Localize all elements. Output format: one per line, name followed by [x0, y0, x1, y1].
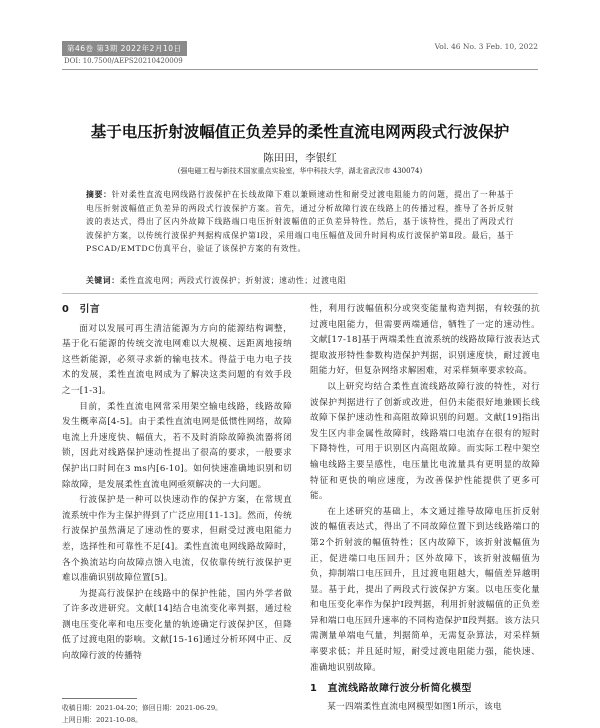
left-column	[62, 302, 292, 665]
paragraph: 某一四端柔性直流电网模型如图1所示，该电	[327, 701, 502, 712]
paragraph: 目前，柔性直流电网常采用架空输电线路，线路故障发生概率高[4-5]。由于柔性直流电网是低惯性网络，故障电流上升速度快、幅值大，若不及时消除故障换流器将闭锁，因此对线路保护速动性提出了很高的要求，一般要求保护出口时间在3 ms内[6-10]。如何快速准确地识别和切除故障，是发展柔性直流电网亟须解决的一大问题。	[62, 401, 292, 490]
abstract-text: 针对柔性直流电网线路行波保护在长线故障下难以兼顾速动性和耐受过渡电阻能力的问题，提出了一种基于电压折射波幅值正负差异的两段式行波保护方案。首先，通过分析故障行波在线路上的传播过程，推导了各折反射波的表达式，得出了区内外故障下线路端口电压折射波幅值的正负差异特性。然后，基于该特性，提出了两段式行波保护方案，以传统行波保护判据构成保护第Ⅰ段，采用端口电压幅值及回升时间构成行波保护第Ⅱ段。最后，基于PSCAD/EMTDC仿真平台，验证了该保护方案的有效性。	[86, 190, 514, 254]
paragraph: 在上述研究的基础上，本文通过推导故障电压折反射波的幅值表达式，得出了不同故障位置下到达线路端口的第2个折射波的幅值特性；区内故障下，该折射波幅值为正，促进端口电压回升；区外故障下，该折射波幅值为负，抑制端口电压回升，且过渡电阻越大，幅值差异越明显。基于此，提出了两段式行波保护方案。以电压变化量和电压变化率作为保护Ⅰ段判据，利用折射波幅值的正负差异和端口电压回升速率的不同构造保护Ⅱ段判据。该方法只需测量单端电气量，判据简单，无需复杂算法，对采样频率要求低；并且延时短，耐受过渡电阻能力强，能快速、准确地识别故障。	[310, 506, 540, 673]
right-column	[310, 302, 540, 715]
abstract	[86, 188, 514, 256]
paragraph: 为提高行波保护在线路中的保护性能，国内外学者做了许多改进研究。文献[14]结合电流变化率判据，通过检测电压变化率和电压变化量的轨迹确定行波保护区，但降低了过渡电阻的影响。文献[15-16]通过分析环网中正、反向故障行波的传播特	[62, 588, 292, 662]
paragraph: 以上研究均结合柔性直流线路故障行波的特性，对行波保护判据进行了创新或改进，但仍未能很好地兼顾长线故障下保护速动性和高阻故障识别的问题。文献[19]指出发生区内非金属性故障时，线路端口电流存在很有的短时下降特性，可用于识别区内高阻故障。而实际工程中架空输电线路主要呈感性，电压量比电流量具有更明显的故障特征和更快的响应速度，为改善保护性能提供了更多可能。	[310, 381, 540, 502]
authors: 陈田田，李银红	[263, 152, 337, 164]
section1-heading: 1 直流线路故障行波分析简化模型	[310, 683, 472, 695]
affiliation: (强电磁工程与新技术国家重点实验室，华中科技大学，湖北省武汉市 430074)	[177, 167, 423, 175]
paragraph: 面对以发展可再生清洁能源为方向的能源结构调整，基于化石能源的传统交流电网难以大规模、远距离地接纳这些新能源，必须寻求新的输电技术。得益于电力电子技术的发展，柔性直流电网成为了解决这类问题的有效手段之一[1-3]。	[62, 323, 292, 396]
keywords	[86, 275, 514, 286]
volume-info: Vol. 46 No. 3 Feb. 10, 2022	[434, 42, 538, 51]
abstract-divider	[62, 293, 538, 294]
intro-heading: 0 引言	[62, 304, 101, 315]
keywords-label: 关键词：	[86, 276, 120, 285]
footnote-divider	[62, 698, 137, 699]
keywords-text: 柔性直流电网；两段式行波保护；折射波；速动性；过渡电阻	[119, 276, 347, 285]
footnote-online: 上网日期：2021-10-08。	[62, 716, 142, 724]
paper-title: 基于电压折射波幅值正负差异的柔性直流电网两段式行波保护	[90, 123, 510, 141]
paragraph: 性，利用行波幅值积分或突变能量构造判据，有较强的抗过渡电阻能力，但需要两端通信，牺牲了一定的速动性。文献[17-18]基于两端柔性直流系统的线路故障行波表达式提取波形特性参数构造保护判据，识别速度快，耐过渡电阻能力好，但复杂网络求解困难，对采样频率要求较高。	[310, 304, 540, 377]
footnote-received: 收稿日期：2021-04-20；修回日期：2021-06-29。	[62, 704, 222, 712]
abstract-label: 摘要：	[86, 190, 112, 199]
doi: DOI: 10.7500/AEPS20210420009	[64, 57, 183, 65]
paragraph: 行波保护是一种可以快速动作的保护方案，在常规直流系统中作为主保护得到了广泛应用[11-13]。然而，传统行波保护虽然满足了速动性的要求，但耐受过渡电阻能力差，选择性和可靠性不足[4]。柔性直流电网线路故障时，各个换流站均向故障点馈入电流，仅依靠传统行波保护更难以准确识别故障位置[5]。	[62, 495, 292, 584]
header-divider	[62, 69, 538, 70]
issue-badge: 第46卷 第3期 2022年2月10日	[62, 41, 187, 56]
